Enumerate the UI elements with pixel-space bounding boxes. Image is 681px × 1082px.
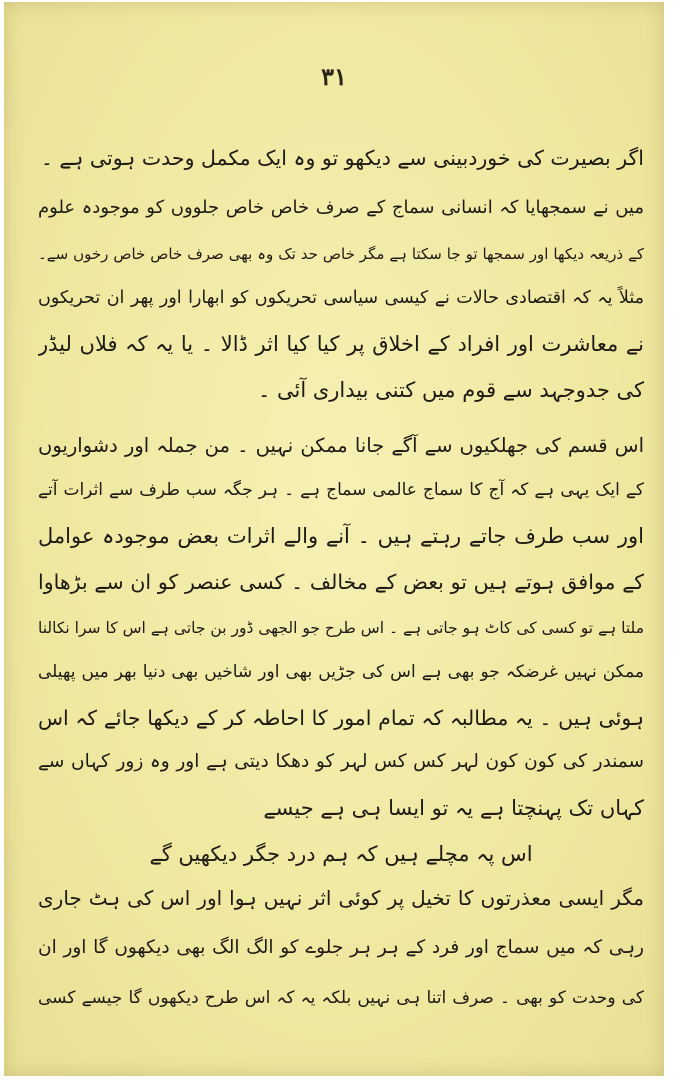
text-line-6: کی جدوجہد سے قوم میں کتنی بیداری آئی ۔ bbox=[258, 378, 644, 402]
text-line-7: اس قسم کی جھلکیوں سے آگے جانا ممکن نہیں ۔ من جملہ اور دشواریوں bbox=[38, 434, 644, 457]
text-line-8: کے ایک یہی ہے کہ آج کا سماج عالمی سماج ہے ۔ ہر جگہ سب طرف سے اثرات آتے bbox=[38, 480, 644, 500]
verse-line: اس پہ مچلے ہیں کہ ہم درد جگر دیکھیں گے bbox=[149, 842, 533, 866]
text-line-13: ہوئی ہیں ۔ یہ مطالبہ کہ تمام امور کا احاطہ کر کے دیکھا جائے کہ اس bbox=[38, 706, 644, 730]
text-line-5: نے معاشرت اور افراد کے اخلاق پر کیا کیا اثر ڈالا ۔ یا یہ کہ فلاں لیڈر bbox=[38, 332, 644, 356]
text-line-18: رہی کہ میں سماج اور فرد کے ہر ہر جلوے کو الگ الگ بھی دیکھوں گا اور ان bbox=[38, 937, 644, 958]
text-line-3: کے ذریعہ دیکھا اور سمجھا تو جا سکتا ہے مگر خاص حد تک وہ بھی صرف خاص خاص رخوں سے۔ bbox=[38, 245, 644, 263]
text-line-4: مثلاً یہ کہ اقتصادی حالات نے کیسی سیاسی تحریکوں کو ابھارا اور پھر ان تحریکوں bbox=[38, 288, 644, 308]
book-page bbox=[4, 2, 664, 1076]
text-line-2: میں نے سمجھایا کہ انسانی سماج کے صرف خاص خاص جلووں کو موجودہ علوم bbox=[38, 197, 644, 218]
page-number: ۳۱ bbox=[321, 62, 347, 91]
text-line-19: کی وحدت کو بھی ۔ صرف اتنا ہی نہیں بلکہ یہ کہ اس طرح دیکھوں گا جیسے کسی bbox=[38, 988, 644, 1008]
text-line-14: سمندر کی کون کون لہر کس کس لہر کو دھکا دیتی ہے اور وہ زور کہاں سے bbox=[38, 751, 644, 772]
text-line-12: ممکن نہیں غرضکہ جو بھی ہے اس کی جڑیں بھی اور شاخیں بھی دنیا بھر میں پھیلی bbox=[38, 662, 644, 682]
text-line-10: کے موافق ہوتے ہیں تو بعض کے مخالف ۔ کسی عنصر کو ان سے بڑھاوا bbox=[38, 570, 644, 594]
text-line-11: ملتا ہے تو کسی کی کاٹ ہو جاتی ہے ۔ اس طرح جو الجھی ڈور بن جاتی ہے اس کا سرا نکالنا bbox=[38, 619, 644, 637]
text-line-17: مگر ایسی معذرتوں کا تخیل پر کوئی اثر نہیں ہوا اور اس کی ہٹ جاری bbox=[38, 886, 644, 910]
text-line-1: اگر بصیرت کی خوردبینی سے دیکھو تو وہ ایک مکمل وحدت ہوتی ہے ۔ bbox=[40, 146, 644, 170]
text-line-15: کہاں تک پہنچتا ہے یہ تو ایسا ہی ہے جیسے bbox=[263, 796, 644, 820]
text-line-9: اور سب طرف جاتے رہتے ہیں ۔ آنے والے اثرات بعض موجودہ عوامل bbox=[38, 524, 644, 548]
